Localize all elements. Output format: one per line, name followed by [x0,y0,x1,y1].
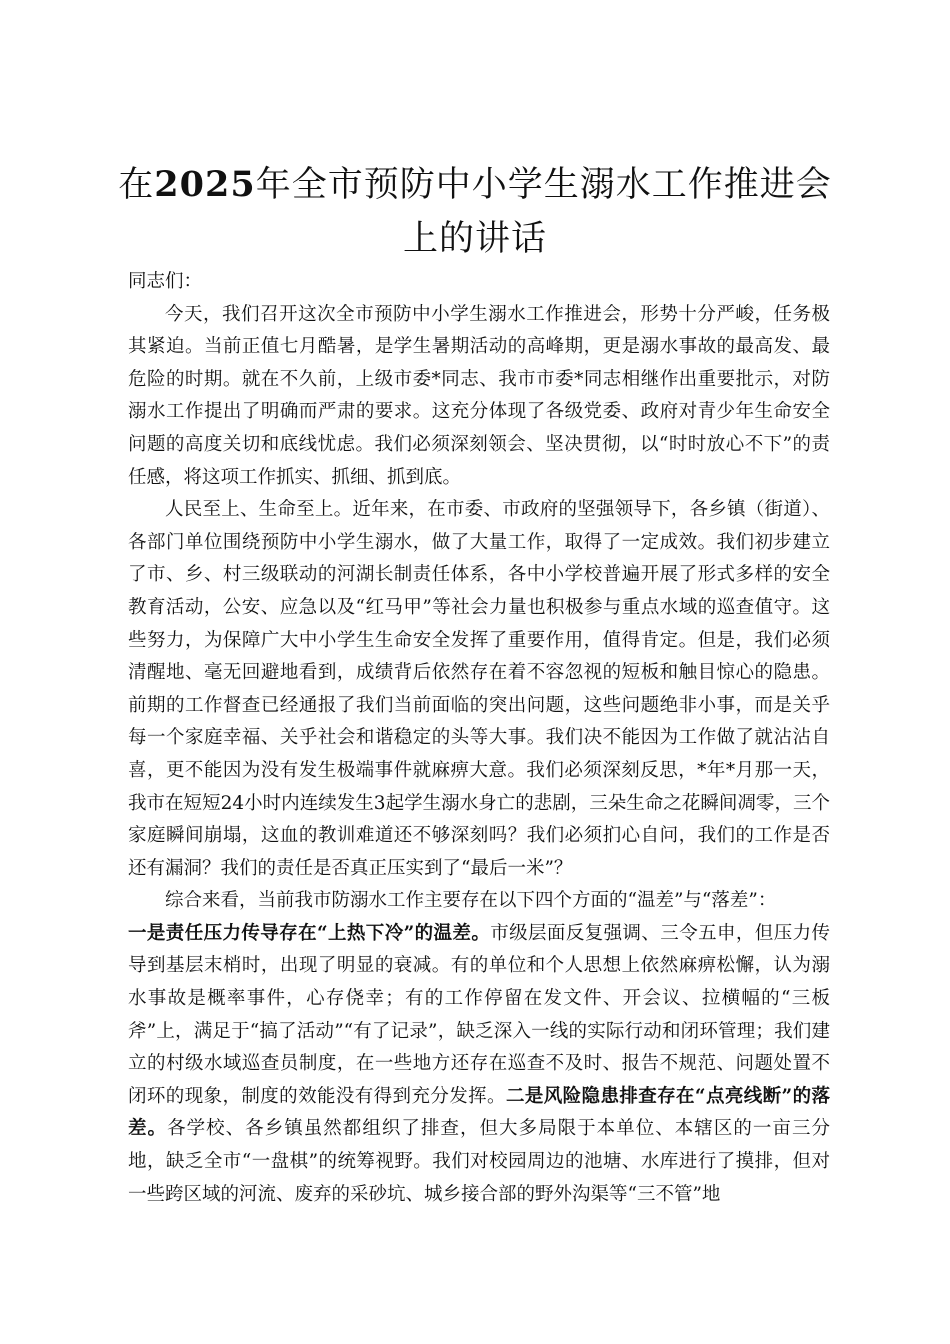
point-one-heading: 一是责任压力传导存在“上热下冷”的温差。 [128,922,491,944]
paragraph-3: 综合来看，当前我市防溺水工作主要存在以下四个方面的“温差”与“落差”： [165,890,777,912]
title-prefix: 在 [118,165,155,205]
paragraph-2: 人民至上、生命至上。近年来，在市委、市政府的坚强领导下，各乡镇（街道）、各部门单位围绕预防中小学生溺水，做了大量工作，取得了一定成效。我们初步建立了市、乡、村三级联动的河湖长制责任体系，各中小学校普遍开展了形式多样的安全教育活动，公安、应急以及“红马甲”等社会力量也积极参与重点水域的巡查值守。这些努力，为保障广大中小学生生命安全发挥了重要作用，值得肯定。但是，我们必须清醒地、毫无回避地看到，成绩背后依然存在着不容忽视的短板和触目惊心的隐患。前期的工作督查已经通报了我们当前面临的突出问题，这些问题绝非小事，而是关乎每一个家庭幸福、关乎社会和谐稳定的头等大事。我们决不能因为工作做了就沾沾自喜，更不能因为没有发生极端事件就麻痹大意。我们必须深刻反思，*年*月那一天，我市在短短24小时内连续发生3起学生溺水身亡的悲剧，三朵生命之花瞬间凋零，三个家庭瞬间崩塌，这血的教训难道还不够深刻吗？我们必须扪心自问，我们的工作是否还有漏洞？我们的责任是否真正压实到了“最后一米”？ [128,499,830,879]
title-suffix: 年全市预防中小学生溺水工作推进会上的讲话 [255,165,832,259]
title-year: 2025 [154,164,256,205]
paragraph-4 [128,918,830,1211]
document-body [128,266,830,1211]
point-two-text: 各学校、各乡镇虽然都组织了排查，但大多局限于本单位、本辖区的一亩三分地，缺乏全市“一盘棋”的统筹视野。我们对校园周边的池塘、水库进行了摸排，但对一些跨区域的河流、废弃的采砂坑、城乡接合部的野外沟渠等“三不管”地 [128,1118,830,1205]
document-title [110,158,840,266]
point-one-text: 市级层面反复强调、三令五申，但压力传导到基层末梢时，出现了明显的衰减。有的单位和个人思想上依然麻痹松懈，认为溺水事故是概率事件，心存侥幸；有的工作停留在发文件、开会议、拉横幅的“三板斧”上，满足于“搞了活动”“有了记录”，缺乏深入一线的实际行动和闭环管理；我们建立的村级水域巡查员制度，在一些地方还存在巡查不及时、报告不规范、问题处置不闭环的现象，制度的效能没有得到充分发挥。 [128,922,830,1107]
salutation: 同志们： [128,271,203,292]
point-two-heading: 二是风险隐患排查存在“点亮线断”的落差。 [128,1085,830,1140]
paragraph-1: 今天，我们召开这次全市预防中小学生溺水工作推进会，形势十分严峻，任务极其紧迫。当前正值七月酷暑，是学生暑期活动的高峰期，更是溺水事故的最高发、最危险的时期。就在不久前，上级市委*同志、我市市委*同志相继作出重要批示，对防溺水工作提出了明确而严肃的要求。这充分体现了各级党委、政府对青少年生命安全问题的高度关切和底线忧虑。我们必须深刻领会、坚决贯彻，以“时时放心不下”的责任感，将这项工作抓实、抓细、抓到底。 [128,303,830,488]
